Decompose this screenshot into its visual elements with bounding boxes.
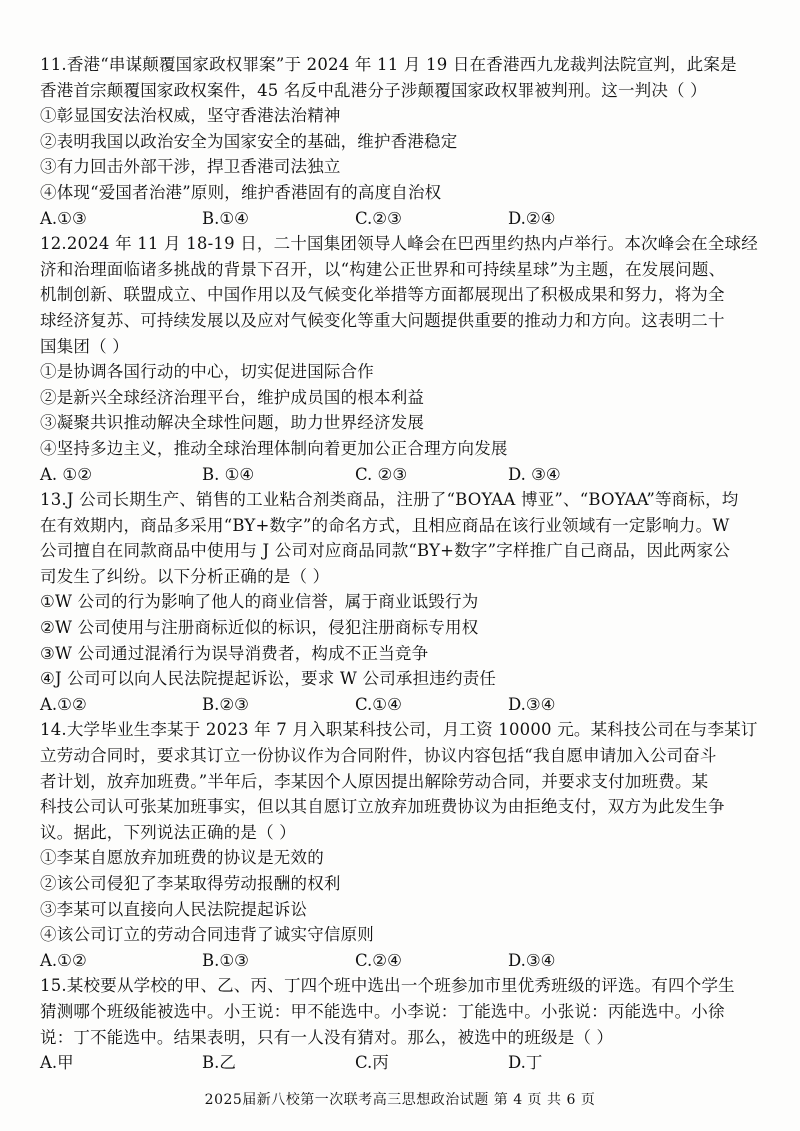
choice-d: D.③④ xyxy=(508,950,556,970)
question-13 xyxy=(40,487,768,717)
question-stem-line: 球经济复苏、可持续发展以及应对气候变化等重大问题提供重要的推动力和方向。这表明二十 xyxy=(40,310,725,330)
statement-option: ②表明我国以政治安全为国家安全的基础，维护香港稳定 xyxy=(40,131,458,151)
statement-option: ④体现“爱国者治港”原则，维护香港固有的高度自治权 xyxy=(40,182,442,202)
choice-c: C.丙 xyxy=(355,1053,389,1073)
question-stem-line: 科技公司认可张某加班事实，但以其自愿订立放弃加班费协议为由拒绝支付，双方为此发生争 xyxy=(40,797,725,817)
choice-d: D.③④ xyxy=(508,694,556,714)
choice-d: D.丁 xyxy=(508,1053,543,1073)
question-stem-line: 在有效期内，商品多采用“BY+数字”的命名方式，且相应商品在该行业领域有一定影响力。W xyxy=(40,515,730,535)
statement-option: ③李某可以直接向人民法院提起诉讼 xyxy=(40,899,308,919)
choice-b: B.①④ xyxy=(202,208,249,228)
choice-a: A. ①② xyxy=(40,464,92,484)
choice-d: D. ③④ xyxy=(508,464,561,484)
choice-a: A.①② xyxy=(40,950,87,970)
question-stem-line: 12.2024 年 11 月 18-19 日，二十国集团领导人峰会在巴西里约热内卢举行。本次峰会在全球经 xyxy=(40,234,758,254)
choice-b: B. ①④ xyxy=(202,464,255,484)
answer-choices xyxy=(40,1050,768,1076)
answer-choices xyxy=(40,948,768,974)
statement-option: ①彰显国安法治权威，坚守香港法治精神 xyxy=(40,106,341,126)
question-11 xyxy=(40,52,768,231)
choice-c: C. ②③ xyxy=(355,464,408,484)
statement-option: ③W 公司通过混淆行为误导消费者，构成不正当竞争 xyxy=(40,643,429,663)
statement-option: ②该公司侵犯了李某取得劳动报酬的权利 xyxy=(40,874,341,893)
choice-c: C.①④ xyxy=(355,694,402,714)
answer-choices xyxy=(40,206,768,232)
statement-option: ①W 公司的行为影响了他人的商业信誉，属于商业诋毁行为 xyxy=(40,592,479,612)
question-stem-line: 15.某校要从学校的甲、乙、丙、丁四个班中选出一个班参加市里优秀班级的评选。有四个学生 xyxy=(40,976,735,996)
choice-a: A.甲 xyxy=(40,1053,74,1073)
question-stem-line: 国集团（ ） xyxy=(40,336,129,356)
answer-choices xyxy=(40,692,768,718)
question-stem-line: 猜测哪个班级能被选中。小王说：甲不能选中。小李说：丁能选中。小张说：丙能选中。小徐 xyxy=(40,1001,725,1021)
choice-a: A.①③ xyxy=(40,208,87,228)
question-stem-line: 香港首宗颠覆国家政权案件，45 名反中乱港分子涉颠覆国家政权罪被判刑。这一判决（ ） xyxy=(40,80,707,100)
question-stem-line: 11.香港“串谋颠覆国家政权罪案”于 2024 年 11 月 19 日在香港西九龙裁判法院宣判，此案是 xyxy=(40,55,737,74)
statement-option: ②W 公司使用与注册商标近似的标识，侵犯注册商标专用权 xyxy=(40,618,479,638)
question-stem-line: 14.大学毕业生李某于 2023 年 7 月入职某科技公司，月工资 10000 元。某科技公司在与李某订 xyxy=(40,720,758,740)
statement-option: ②是新兴全球经济治理平台，维护成员国的根本利益 xyxy=(40,387,425,407)
statement-option: ④J 公司可以向人民法院提起诉讼，要求 W 公司承担违约责任 xyxy=(40,669,497,689)
question-stem-line: 济和治理面临诸多挑战的背景下召开，以“构建公正世界和可持续星球”为主题，在发展问题、 xyxy=(40,259,726,279)
question-stem-line: 公司擅自在同款商品中使用与 J 公司对应商品同款“BY+数字”字样推广自己商品，因此两家公 xyxy=(40,541,731,561)
question-stem-line: 机制创新、联盟成立、中国作用以及气候变化举措等方面都展现出了积极成果和努力，将为全 xyxy=(40,285,725,305)
question-stem-line: 司发生了纠纷。以下分析正确的是（ ） xyxy=(40,566,330,586)
choice-b: B.乙 xyxy=(202,1053,236,1073)
page-footer: 2025届新八校第一次联考高三思想政治试题 第 4 页 共 6 页 xyxy=(204,1092,596,1108)
choice-c: C.②③ xyxy=(355,208,402,228)
question-15 xyxy=(40,973,768,1075)
question-stem-line: 13.J 公司长期生产、销售的工业粘合剂类商品，注册了“BOYAA 博亚”、“BOYAA”等商标，均 xyxy=(40,490,739,510)
statement-option: ①是协调各国行动的中心，切实促进国际合作 xyxy=(40,362,374,382)
question-list xyxy=(40,52,768,1076)
statement-option: ①李某自愿放弃加班费的协议是无效的 xyxy=(40,848,324,868)
question-stem-line: 议。据此，下列说法正确的是（ ） xyxy=(40,822,296,842)
question-12 xyxy=(40,231,768,487)
question-14 xyxy=(40,717,768,973)
answer-choices xyxy=(40,462,768,488)
question-stem-line: 者计划，放弃加班费。”半年后，李某因个人原因提出解除劳动合同，并要求支付加班费。某 xyxy=(40,771,709,791)
question-stem-line: 立劳动合同时，要求其订立一份协议作为合同附件，协议内容包括“我自愿申请加入公司奋斗 xyxy=(40,746,717,766)
choice-a: A.①② xyxy=(40,694,87,714)
statement-option: ④坚持多边主义，推动全球治理体制向着更加公正合理方向发展 xyxy=(40,438,508,458)
choice-b: B.②③ xyxy=(202,694,249,714)
statement-option: ④该公司订立的劳动合同违背了诚实守信原则 xyxy=(40,925,374,945)
choice-c: C.②④ xyxy=(355,950,402,970)
statement-option: ③凝聚共识推动解决全球性问题，助力世界经济发展 xyxy=(40,413,425,433)
question-stem-line: 说：丁不能选中。结果表明，只有一人没有猜对。那么，被选中的班级是（ ） xyxy=(40,1027,614,1047)
statement-option: ③有力回击外部干涉，捍卫香港司法独立 xyxy=(40,157,341,177)
choice-b: B.①③ xyxy=(202,950,249,970)
choice-d: D.②④ xyxy=(508,208,556,228)
